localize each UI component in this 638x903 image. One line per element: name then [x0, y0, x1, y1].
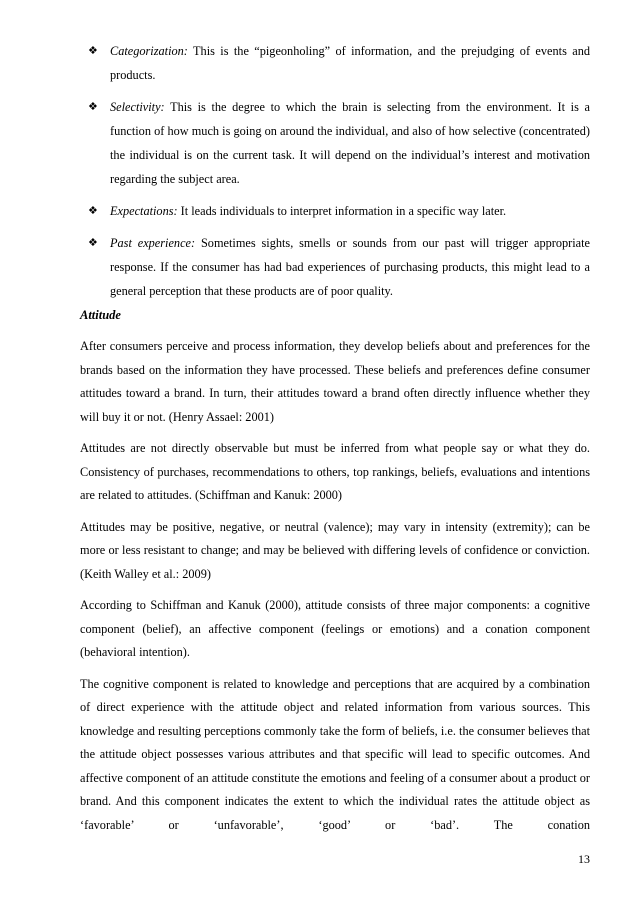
paragraph: Attitudes may be positive, negative, or neutral (valence); may vary in intensity (extremity); can be more or less resistant to change; and may be believed with differing levels of confidence or conviction. (Keith Walley et al.: 2009)	[80, 519, 590, 581]
paragraph: Attitudes are not directly observable but must be inferred from what people say or what they do. Consistency of purchases, recommendations to others, top rankings, beliefs, evaluations and intentions are related to attitudes. (Schiffman and Kanuk: 2000)	[80, 441, 590, 502]
bullet-item-expectations	[88, 199, 590, 223]
bullet-text: This is the degree to which the brain is selecting from the environment. It is a function of how much is going on around the individual, and also of how selective (concentrated) the individual is on the current task. It will depend on the individual’s interest and motivation regarding the subject area.	[110, 100, 590, 186]
bullet-item-selectivity	[88, 95, 590, 191]
diamond-bullet-icon: ❖	[88, 236, 98, 249]
bullet-text: It leads individuals to interpret information in a specific way later.	[177, 204, 507, 218]
page-number: 13	[578, 852, 590, 866]
bullet-term: Selectivity:	[110, 100, 165, 114]
paragraph: The cognitive component is related to knowledge and perceptions that are acquired by a combination of direct experience with the attitude object and related information from various sources. This knowledge and resulting perceptions commonly take the form of beliefs, i.e. the consumer believes that the attitude object possesses various attributes and that specific will lead to specific outcomes. And affective component of an attitude constitute the emotions and feeling of a consumer about a product or brand. And this component indicates the extent to which the individual rates the attitude object as ‘favorable’ or ‘unfavorable’, ‘good’ or ‘bad’. The conation	[80, 676, 590, 832]
bullet-text: Sometimes sights, smells or sounds from our past will trigger appropriate response. If the consumer has had bad experiences of purchasing products, this might lead to a general perception that these products are of poor quality.	[110, 236, 590, 298]
section-heading: Attitude	[80, 308, 121, 322]
diamond-bullet-icon: ❖	[88, 100, 98, 113]
paragraph: After consumers perceive and process information, they develop beliefs about and preferences for the brands based on the information they have processed. These beliefs and preferences define consumer attitudes toward a brand. In turn, their attitudes toward a brand often directly influence whether they will buy it or not. (Henry Assael: 2001)	[80, 339, 590, 424]
diamond-bullet-icon: ❖	[88, 44, 98, 57]
bullet-list	[0, 39, 638, 311]
bullet-text: This is the “pigeonholing” of information, and the prejudging of events and products.	[110, 44, 590, 82]
diamond-bullet-icon: ❖	[88, 204, 98, 217]
body-text	[80, 335, 590, 845]
bullet-term: Expectations:	[110, 204, 178, 218]
paragraph: According to Schiffman and Kanuk (2000), attitude consists of three major components: a cognitive component (belief), an affective component (feelings or emotions) and a conation component (behavioral intention).	[80, 598, 590, 659]
bullet-term: Categorization:	[110, 44, 188, 58]
bullet-item-categorization	[88, 39, 590, 87]
bullet-item-past-experience	[88, 231, 590, 303]
bullet-term: Past experience:	[110, 236, 196, 250]
